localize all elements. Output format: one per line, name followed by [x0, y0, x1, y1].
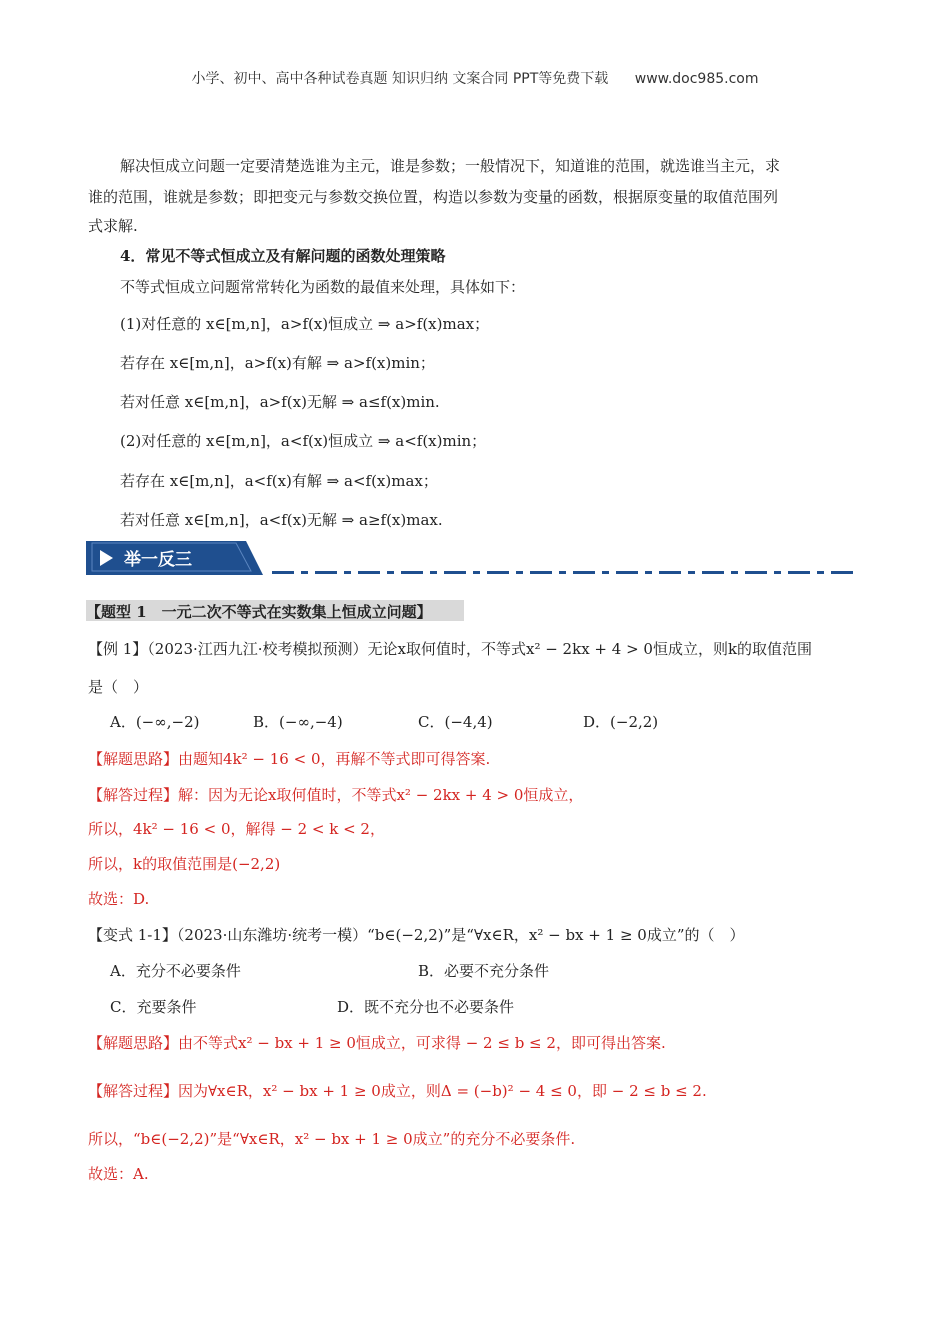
header-url[interactable]: www.doc985.com	[634, 71, 759, 87]
rule-3: 若对任意 x∈[m,n]，a>f(x)无解 ⇒ a≤f(x)min.	[120, 393, 440, 411]
intro-line-2: 谁的范围，谁就是参数；即把变元与参数交换位置，构造以参数为变量的函数，根据原变量的取值范围列	[88, 188, 779, 206]
example-1-option-d[interactable]: D．(−2,2)	[583, 713, 659, 731]
variant-1-1-process: 【解答过程】因为∀x∈R，x² − bx + 1 ≥ 0成立，则Δ = (−b)² − 4 ≤ 0，即 − 2 ≤ b ≤ 2.	[88, 1082, 707, 1100]
dash-divider	[272, 571, 860, 574]
rule-1: (1)对任意的 x∈[m,n]，a>f(x)恒成立 ⇒ a>f(x)max；	[120, 315, 490, 333]
variant-1-1-conclusion: 所以，“b∈(−2,2)”是“∀x∈R，x² − bx + 1 ≥ 0成立”的充分不必要条件.	[88, 1130, 576, 1148]
example-1-step-2: 所以，4k² − 16 < 0，解得 − 2 < k < 2，	[88, 820, 385, 838]
rule-6: 若对任意 x∈[m,n]，a<f(x)无解 ⇒ a≥f(x)max.	[120, 511, 443, 529]
example-1-option-c[interactable]: C．(−4,4)	[418, 713, 493, 731]
type-1-title: 【题型 1 一元二次不等式在实数集上恒成立问题】	[86, 603, 432, 621]
section-4-desc: 不等式恒成立问题常常转化为函数的最值来处理，具体如下：	[120, 278, 526, 296]
example-1-option-a[interactable]: A．(−∞,−2)	[110, 713, 200, 731]
variant-1-1-option-b[interactable]: B．必要不充分条件	[418, 962, 550, 980]
rule-5: 若存在 x∈[m,n]，a<f(x)有解 ⇒ a<f(x)max；	[120, 472, 438, 490]
variant-1-1-option-c[interactable]: C．充要条件	[110, 998, 197, 1016]
header-text: 小学、初中、高中各种试卷真题 知识归纳 文案合同 PPT等免费下载	[191, 71, 609, 87]
variant-1-1-option-a[interactable]: A．充分不必要条件	[110, 962, 241, 980]
example-1-stem-cont: 是（ ）	[88, 678, 149, 696]
variant-1-1-option-d[interactable]: D．既不充分也不必要条件	[337, 998, 515, 1016]
example-1-answer: 故选：D.	[88, 890, 150, 908]
section-banner	[86, 541, 263, 575]
example-1-option-b[interactable]: B．(−∞,−4)	[253, 713, 343, 731]
rule-2: 若存在 x∈[m,n]，a>f(x)有解 ⇒ a>f(x)min；	[120, 354, 435, 372]
variant-1-1-idea: 【解题思路】由不等式x² − bx + 1 ≥ 0恒成立，可求得 − 2 ≤ b ≤ 2，即可得出答案.	[88, 1034, 666, 1052]
intro-line-3: 式求解.	[88, 217, 138, 235]
example-1-idea: 【解题思路】由题知4k² − 16 < 0，再解不等式即可得答案.	[88, 750, 491, 768]
section-4-title: 4．常见不等式恒成立及有解问题的函数处理策略	[120, 247, 446, 265]
page-header	[0, 68, 950, 88]
intro-line-1: 解决恒成立问题一定要清楚选谁为主元，谁是参数；一般情况下，知道谁的范围，就选谁当主元，求	[120, 157, 781, 175]
example-1-stem: 【例 1】（2023·江西九江·校考模拟预测）无论x取何值时，不等式x² − 2kx + 4 > 0恒成立，则k的取值范围	[88, 640, 813, 658]
example-1-step-3: 所以，k的取值范围是(−2,2)	[88, 855, 281, 873]
example-1-process: 【解答过程】解：因为无论x取何值时，不等式x² − 2kx + 4 > 0恒成立，	[88, 786, 584, 804]
variant-1-1-answer: 故选：A.	[88, 1165, 149, 1183]
banner-label: 举一反三	[124, 550, 192, 570]
variant-1-1-stem: 【变式 1-1】（2023·山东潍坊·统考一模）“b∈(−2,2)”是“∀x∈R，x² − bx + 1 ≥ 0成立”的（ ）	[88, 926, 745, 944]
rule-4: (2)对任意的 x∈[m,n]，a<f(x)恒成立 ⇒ a<f(x)min；	[120, 432, 487, 450]
